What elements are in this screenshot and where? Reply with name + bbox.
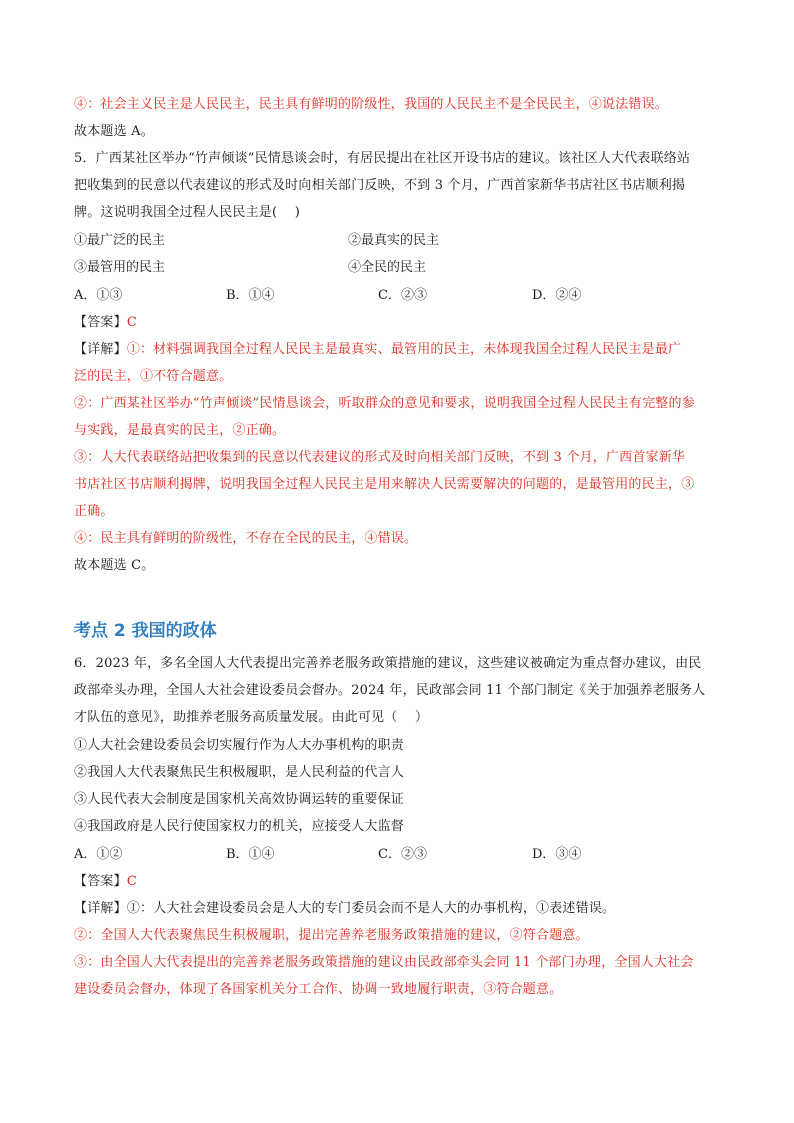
section-heading: 考点 2 我国的政体 [74, 621, 217, 641]
q5-option-c: C．②③ [378, 288, 427, 303]
q5-stem-line-1: 5．广西某社区举办“竹声倾谈”民情恳谈会时，有居民提出在社区开设书店的建议。该社区人大代表联络站 [74, 151, 691, 166]
q6-statement-4: ④我国政府是人民行使国家权力的机关，应接受人大监督 [74, 819, 405, 834]
q5-statement-2: ②最真实的民主 [348, 233, 440, 248]
q6-option-a: A．①② [74, 847, 123, 862]
q6-detail-3-line-1: ③：由全国人大代表提出的完善养老服务政策措施的建议由民政部牵头会同 11 个部门办理，全国人大社会 [74, 955, 694, 970]
q5-detail-3-line-3: 正确。 [74, 504, 114, 519]
q5-conclusion: 故本题选 C。 [74, 558, 155, 573]
detail-text: ①：人大社会建设委员会是人大的专门委员会而不是人大的办事机构，①表述错误。 [126, 901, 616, 916]
q6-option-b: B．①④ [226, 847, 275, 862]
q5-detail-3-line-2: 书店社区书店顺利揭牌，说明我国全过程人民民主是用来解决人民需要解决的问题的，是最管用的民主，③ [74, 477, 695, 492]
q5-stem-line-2: 把收集到的民意以代表建议的形式及时向相关部门反映，不到 3 个月，广西首家新华书店社区书店顺利揭 [74, 178, 686, 193]
q5-detail-2-line-2: 与实践，是最真实的民主，②正确。 [74, 423, 286, 438]
detail-text: ①：材料强调我国全过程人民民主是最真实、最管用的民主，未体现我国全过程人民民主是最广 [126, 342, 682, 357]
q6-answer [74, 872, 137, 892]
q5-statement-1: ①最广泛的民主 [74, 233, 166, 248]
q6-statement-3: ③人民代表大会制度是国家机关高效协调运转的重要保证 [74, 792, 405, 807]
q5-detail-2-line-1: ②：广西某社区举办“竹声倾谈”民情恳谈会，听取群众的意见和要求，说明我国全过程人民民主有完整的参 [74, 396, 695, 411]
q5-stem-line-3: 牌。这说明我国全过程人民民主是( ) [74, 205, 301, 220]
answer-value: C [126, 874, 137, 889]
q6-statement-2: ②我国人大代表聚焦民生积极履职，是人民利益的代言人 [74, 765, 405, 780]
q6-detail-3-line-2: 建设委员会督办，体现了各国家机关分工合作、协调一致地履行职责，③符合题意。 [74, 982, 563, 997]
q5-option-d: D．②④ [532, 288, 582, 303]
q5-detail-1-line-2: 泛的民主，①不符合题意。 [74, 369, 233, 384]
answer-tag: 【答案】 [74, 315, 127, 330]
answer-tag: 【答案】 [74, 874, 127, 889]
q5-detail-4: ④：民主具有鲜明的阶级性，不存在全民的民主，④错误。 [74, 531, 418, 546]
q6-option-d: D．③④ [532, 847, 582, 862]
q4-conclusion: 故本题选 A。 [74, 124, 154, 139]
answer-value: C [126, 315, 137, 330]
q5-answer [74, 313, 137, 333]
q6-stem-line-3: 才队伍的意见》，助推养老服务高质量发展。由此可见（ ） [74, 710, 429, 725]
q5-option-a: A．①③ [74, 288, 123, 303]
detail-tag: 【详解】 [74, 901, 127, 916]
q6-statement-1: ①人大社会建设委员会切实履行作为人大办事机构的职责 [74, 738, 405, 753]
q6-detail-2: ②：全国人大代表聚焦民生积极履职，提出完善养老服务政策措施的建议，②符合题意。 [74, 928, 589, 943]
q5-detail-1-line-1 [74, 340, 681, 360]
q6-option-c: C．②③ [378, 847, 427, 862]
detail-tag: 【详解】 [74, 342, 127, 357]
q6-stem-line-1: 6．2023 年，多名全国人大代表提出完善养老服务政策措施的建议，这些建议被确定为重点督办建议，由民 [74, 656, 702, 671]
q6-detail-1 [74, 899, 615, 919]
q5-option-b: B．①④ [226, 288, 275, 303]
q5-detail-3-line-1: ③：人大代表联络站把收集到的民意以代表建议的形式及时向相关部门反映，不到 3 个月，广西首家新华 [74, 450, 686, 465]
q5-statement-3: ③最管用的民主 [74, 260, 166, 275]
q6-stem-line-2: 政部牵头办理，全国人大社会建设委员会督办。2024 年，民政部会同 11 个部门制定《关于加强养老服务人 [74, 683, 706, 698]
q5-statement-4: ④全民的民主 [348, 260, 427, 275]
q4-item4-explanation: ④：社会主义民主是人民民主，民主具有鲜明的阶级性，我国的人民民主不是全民民主，④说法错误。 [74, 97, 669, 112]
